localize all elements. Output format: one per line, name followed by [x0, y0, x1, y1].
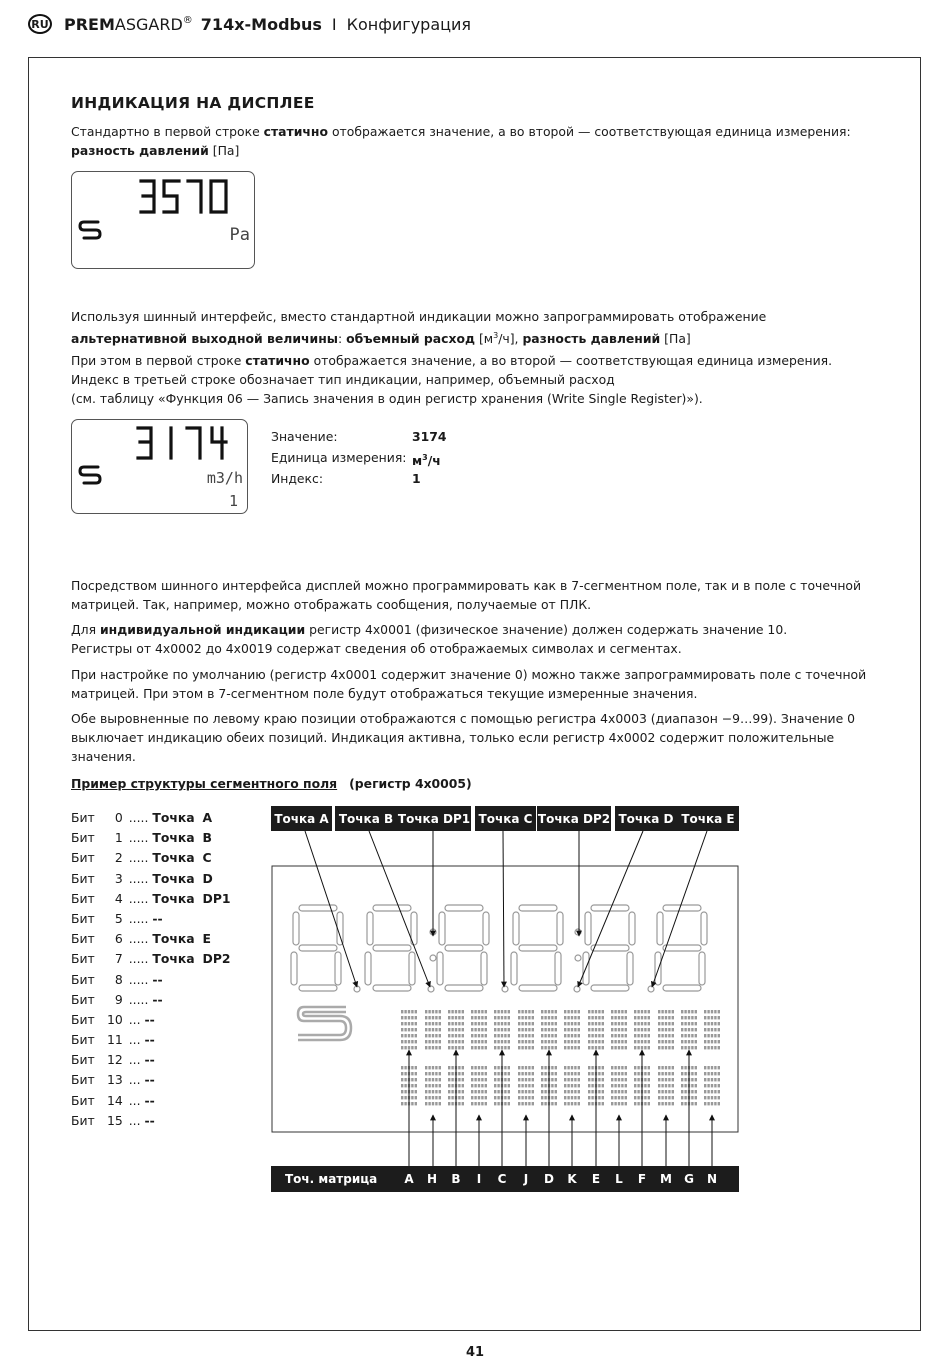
model-name: 714x-Modbus — [200, 14, 322, 34]
point-label: Точка C — [475, 806, 536, 831]
dot-matrix-column-label: N — [706, 1172, 718, 1186]
bit-row: Бит 4 ..... Точка DP1 — [71, 890, 231, 906]
siemens-logo-icon — [80, 467, 100, 483]
bit-row: Бит 11 ... -- — [71, 1032, 155, 1048]
paragraph-index: При этом в первой строке статично отображается значение, а во второй — соответствующая единица измерения. Индекс в третьей строке обозначает тип индикации, например, объемный расход (см. таблицу «Функция 06 — Запись значения в один регистр хранения (Write Single Register)»). — [71, 353, 833, 406]
lcd-display-alternative-art — [72, 420, 249, 515]
bit-row: Бит 5 ..... -- — [71, 910, 163, 926]
bit-row: Бит 13 ... -- — [71, 1072, 155, 1088]
dot-matrix-label-bar — [271, 1166, 739, 1192]
lcd-unit: m3/h — [206, 469, 243, 487]
lcd-unit: Pa — [229, 225, 250, 245]
section-name: Конфигурация — [346, 14, 472, 34]
paragraph-individual: Для индивидуальной индикации регистр 4x0001 (физическое значение) должен содержать значение 10. Регистры от 4x0002 до 4x0019 содержат сведения об отображаемых символах и сегментах. — [71, 622, 788, 656]
dot-matrix-column-label: F — [637, 1172, 647, 1186]
bit-row: Бит 7 ..... Точка DP2 — [71, 951, 231, 967]
paragraph-alternative: Используя шинный интерфейс, вместо стандартной индикации можно запрограммировать отображение альтернативной выходной величины: объемный расход $[м^3/ч]$, разность давлений [Па] — [71, 309, 767, 347]
bit-row: Бит 12 ... -- — [71, 1052, 155, 1068]
paragraph-standard: Стандартно в первой строке статично отображается значение, а во второй — соответствующая единица измерения: разность давлений [Па] — [71, 124, 851, 158]
siemens-logo-icon — [80, 222, 100, 238]
dot-matrix-column-label: G — [684, 1172, 694, 1186]
bit-row: Бит 0 ..... Точка A — [71, 810, 213, 825]
paragraph-default: При настройке по умолчанию (регистр 4x0001 содержит значение 0) можно также запрограммировать поле с точечной матрицей. При этом в 7-сегментном поле будут отображаться текущие измеренные значения. — [71, 667, 867, 701]
language-badge: RU — [28, 14, 52, 34]
paragraph-bus: Посредством шинного интерфейса дисплей можно программировать как в 7-сегментном поле, так и в поле с точечной матрицей. Так, например, можно отображать сообщения, получаемые от ПЛК. — [71, 578, 862, 612]
page-number: 41 — [465, 1345, 485, 1360]
dot-matrix-column-label: L — [615, 1172, 623, 1186]
dot-matrix-column-label: M — [660, 1172, 672, 1186]
point-label: Точка B — [335, 806, 397, 831]
header-divider: I — [331, 14, 337, 34]
bit-row: Бит 8 ..... -- — [71, 971, 163, 987]
dot-matrix-column-label: K — [567, 1172, 577, 1186]
dot-matrix-column-label: D — [544, 1172, 554, 1186]
dot-matrix-column-label: H — [426, 1172, 438, 1186]
seven-segment-value-icon — [138, 428, 226, 458]
bit-row: Бит 6 ..... Точка E — [71, 931, 211, 947]
bit-row: Бит 15 ... -- — [71, 1112, 155, 1128]
dot-matrix-column-label: C — [497, 1172, 507, 1186]
bit-list — [71, 808, 231, 1131]
paragraph-positions: Обе выровненные по левому краю позиции отображаются с помощью регистра 4x0003 (диапазон −9…99). Значение 0 выключает индикацию обеих позиций. Индикация активна, только если регистр 4x0002 содержит положительные значения. — [71, 711, 856, 764]
point-label: Точка DP1 — [397, 806, 471, 831]
bit-row: Бит 9 ..... -- — [71, 991, 163, 1007]
lcd-index: 1 — [228, 492, 238, 510]
lcd-display-standard — [71, 171, 255, 269]
lcd-display-standard-art — [72, 172, 256, 270]
example-title: Пример структуры сегментного поля (регистр 4x0005) — [71, 776, 472, 791]
bit-row: Бит 10 ... -- — [71, 1011, 155, 1027]
dot-matrix-column-label: B — [451, 1172, 461, 1186]
dot-matrix-label: Точ. матрица — [285, 1172, 378, 1186]
page-header — [28, 12, 471, 36]
bit-row: Бит 1 ..... Точка B — [71, 830, 212, 846]
bit-row: Бит 14 ... -- — [71, 1092, 155, 1108]
bit-row: Бит 3 ..... Точка D — [71, 870, 213, 886]
point-label: Точка E — [677, 806, 739, 831]
bit-row: Бит 2 ..... Точка C — [71, 850, 212, 866]
lcd-display-alternative — [71, 419, 248, 514]
brand-name: PREMASGARD® — [64, 14, 193, 34]
point-label: Точка A — [271, 806, 332, 831]
dot-matrix-column-label: E — [591, 1172, 601, 1186]
point-label: Точка DP2 — [537, 806, 611, 831]
page-heading: ИНДИКАЦИЯ НА ДИСПЛЕЕ — [71, 94, 315, 112]
point-label: Точка D — [615, 806, 677, 831]
dot-matrix-column-label: J — [523, 1172, 529, 1186]
dot-matrix-column-label: I — [476, 1172, 482, 1186]
dot-matrix-column-label: A — [404, 1172, 414, 1186]
seven-segment-value-icon — [141, 181, 226, 212]
